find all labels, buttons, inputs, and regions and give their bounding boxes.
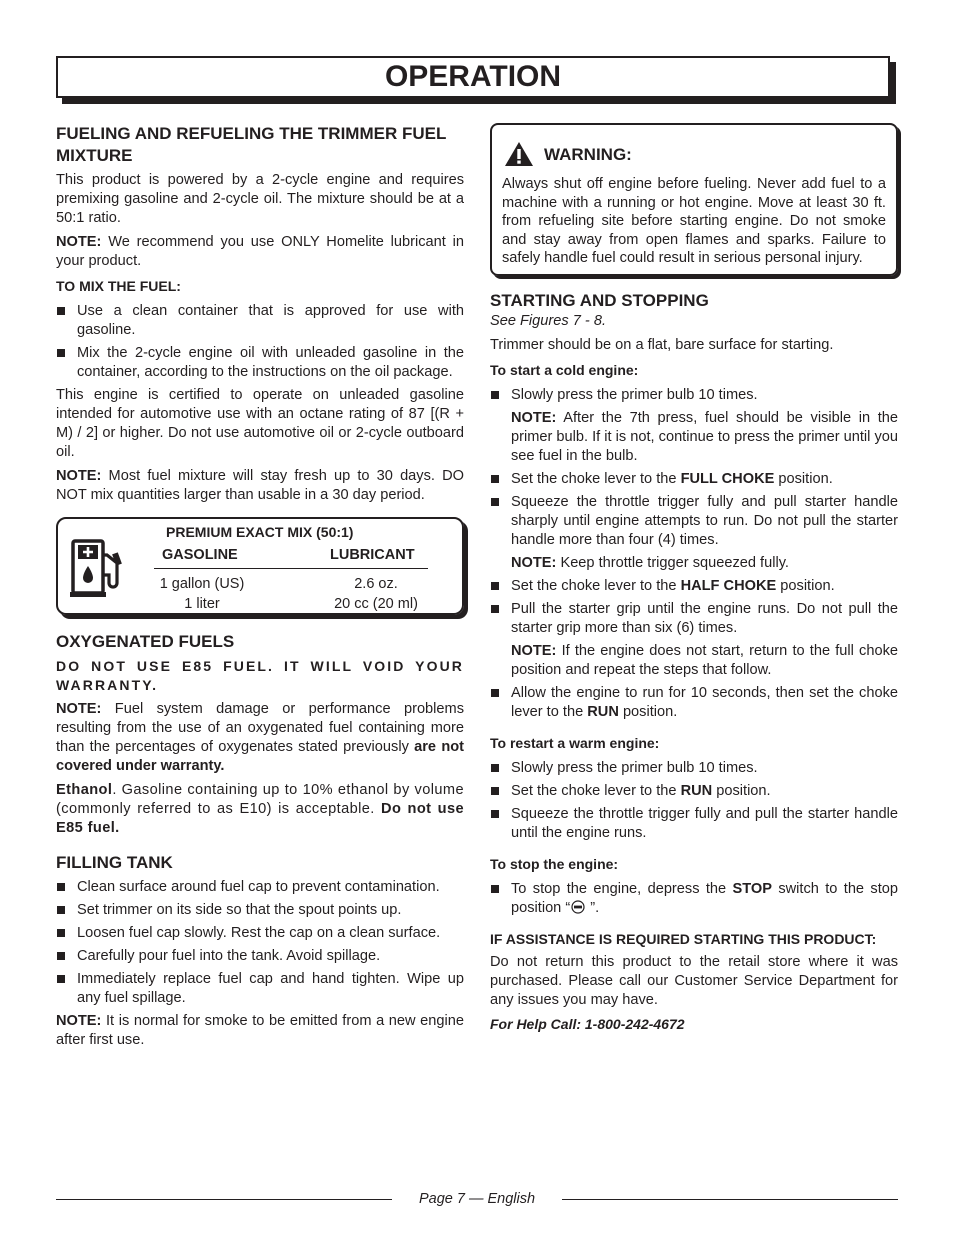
cold-start-heading: To start a cold engine: — [490, 361, 639, 378]
table-cell: 2.6 oz. — [354, 576, 398, 592]
fueling-paragraph: This product is powered by a 2-cycle engine and requires premixing gasoline and 2-cycle oil. The mixture should be at a 50:1 ratio. — [56, 172, 464, 226]
page-title: OPERATION — [384, 60, 562, 93]
page-footer — [56, 1189, 898, 1209]
stop-symbol-icon — [571, 900, 585, 914]
primer-note: NOTE: After the 7th press, fuel should be visible in the primer bulb. If it is not, continue to press the primer until you see fuel in the bulb. — [511, 409, 898, 464]
starting-heading: STARTING AND STOPPING — [490, 290, 709, 310]
list-item: Squeeze the throttle trigger fully and pull the starter handle until the engine runs. — [490, 805, 898, 843]
mix-table — [56, 517, 464, 615]
list-item: Set trimmer on its side so that the spout points up. — [56, 901, 464, 920]
throttle-note: NOTE: Keep throttle trigger squeezed fully. — [511, 554, 789, 571]
stop-heading: To stop the engine: — [490, 855, 619, 872]
cold-start-list-3 — [490, 577, 898, 638]
filling-heading: FILLING TANK — [56, 853, 173, 872]
oxygenated-heading: OXYGENATED FUELS — [56, 632, 235, 651]
table-rule — [154, 568, 428, 569]
warning-title: WARNING: — [544, 144, 632, 164]
list-item: Set the choke lever to the FULL CHOKE position. — [490, 470, 898, 489]
e85-warning: DO NOT USE E85 FUEL. IT WILL VOID YOUR WARRANTY. — [56, 658, 464, 693]
choke-note: NOTE: If the engine does not start, return to the full choke position and repeat the steps that follow. — [511, 642, 898, 678]
smoke-note: NOTE: It is normal for smoke to be emitted from a new engine after first use. — [56, 1013, 464, 1048]
header-banner — [56, 56, 890, 98]
warm-start-heading: To restart a warm engine: — [490, 734, 660, 751]
list-item: Mix the 2-cycle engine oil with unleaded gasoline in the container, according to the instructions on the oil package. — [56, 344, 464, 382]
warning-triangle-icon — [504, 141, 534, 167]
mix-list — [56, 302, 464, 382]
fueling-note: NOTE: We recommend you use ONLY Homelite lubricant in your product. — [56, 234, 464, 269]
cold-start-list-2 — [490, 470, 898, 550]
lubricant-header: LUBRICANT — [330, 547, 415, 563]
right-column — [490, 123, 898, 1039]
list-item: Slowly press the primer bulb 10 times. — [490, 759, 898, 778]
list-item: To stop the engine, depress the STOP switch to the stop position “ ”. — [490, 880, 898, 918]
mix-table-title: PREMIUM EXACT MIX (50:1) — [166, 524, 354, 540]
table-cell: 1 liter — [184, 596, 220, 612]
list-item: Squeeze the throttle trigger fully and pull starter handle sharply until engine attempts to run. Do not pull the starter handle more than four (4) times. — [490, 493, 898, 550]
list-item: Loosen fuel cap slowly. Rest the cap on a clean surface. — [56, 924, 464, 943]
list-item: Set the choke lever to the HALF CHOKE position. — [490, 577, 898, 596]
fuel-pump-icon — [70, 539, 126, 599]
stop-list — [490, 880, 898, 918]
filling-list — [56, 878, 464, 1008]
assist-heading: IF ASSISTANCE IS REQUIRED STARTING THIS PRODUCT: — [490, 930, 877, 947]
list-item: Immediately replace fuel cap and hand tighten. Wipe up any fuel spillage. — [56, 970, 464, 1008]
list-item: Carefully pour fuel into the tank. Avoid spillage. — [56, 947, 464, 966]
footer-rule-right — [562, 1199, 898, 1200]
footer-rule-left — [56, 1199, 392, 1200]
starting-intro: Trimmer should be on a flat, bare surface for starting. — [490, 336, 834, 353]
assist-paragraph: Do not return this product to the retail store where it was purchased. Please call our Customer Service Department for any issues you may have. — [490, 953, 898, 1008]
mix-heading: TO MIX THE FUEL: — [56, 278, 181, 294]
ethanol-paragraph: Ethanol. Gasoline containing up to 10% ethanol by volume (commonly referred to as E10) is acceptable. Do not use E85 fuel. — [56, 782, 464, 836]
help-line: For Help Call: 1-800-242-4672 — [490, 1015, 685, 1032]
list-item: Clean surface around fuel cap to prevent contamination. — [56, 878, 464, 897]
warning-header — [504, 141, 886, 167]
octane-paragraph: This engine is certified to operate on unleaded gasoline intended for automotive use with an octane rating of 87 [(R + M) / 2] or higher. Do not use automotive oil or 2-cycle outboard oil. — [56, 387, 464, 460]
oxygenated-note: NOTE: Fuel system damage or performance problems resulting from the use of an oxygenated fuel containing more than the percentages of oxygenates stated previously are not covered under warranty. — [56, 701, 465, 774]
warning-text: Always shut off engine before fueling. Never add fuel to a machine with a running or hot engine. Move at least 30 ft. from refueling site before starting engine. Do not smoke and stay away from open flames and sparks. Failure to safely handle fuel could result in serious personal injury. — [502, 176, 886, 266]
cold-start-list — [490, 386, 898, 405]
warning-box — [490, 123, 898, 276]
list-item: Slowly press the primer bulb 10 times. — [490, 386, 898, 405]
freshness-note: NOTE: Most fuel mixture will stay fresh up to 30 days. DO NOT mix quantities larger than usable in a 30 day period. — [56, 468, 464, 503]
gasoline-header: GASOLINE — [162, 547, 238, 563]
table-cell: 1 gallon (US) — [159, 576, 245, 592]
list-item: Pull the starter grip until the engine runs. Do not pull the starter grip more than six (6) times. — [490, 600, 898, 638]
page-number: Page 7 — English — [418, 1191, 536, 1207]
left-column — [56, 123, 464, 1055]
see-figures: See Figures 7 - 8. — [490, 312, 606, 329]
list-item: Set the choke lever to the RUN position. — [490, 782, 898, 801]
cold-start-list-4 — [490, 684, 898, 722]
table-cell: 20 cc (20 ml) — [334, 596, 418, 612]
list-item: Allow the engine to run for 10 seconds, then set the choke lever to the RUN position. — [490, 684, 898, 722]
warm-start-list — [490, 759, 898, 843]
list-item: Use a clean container that is approved for use with gasoline. — [56, 302, 464, 340]
fueling-heading: FUELING AND REFUELING THE TRIMMER FUEL MIXTURE — [56, 124, 447, 165]
